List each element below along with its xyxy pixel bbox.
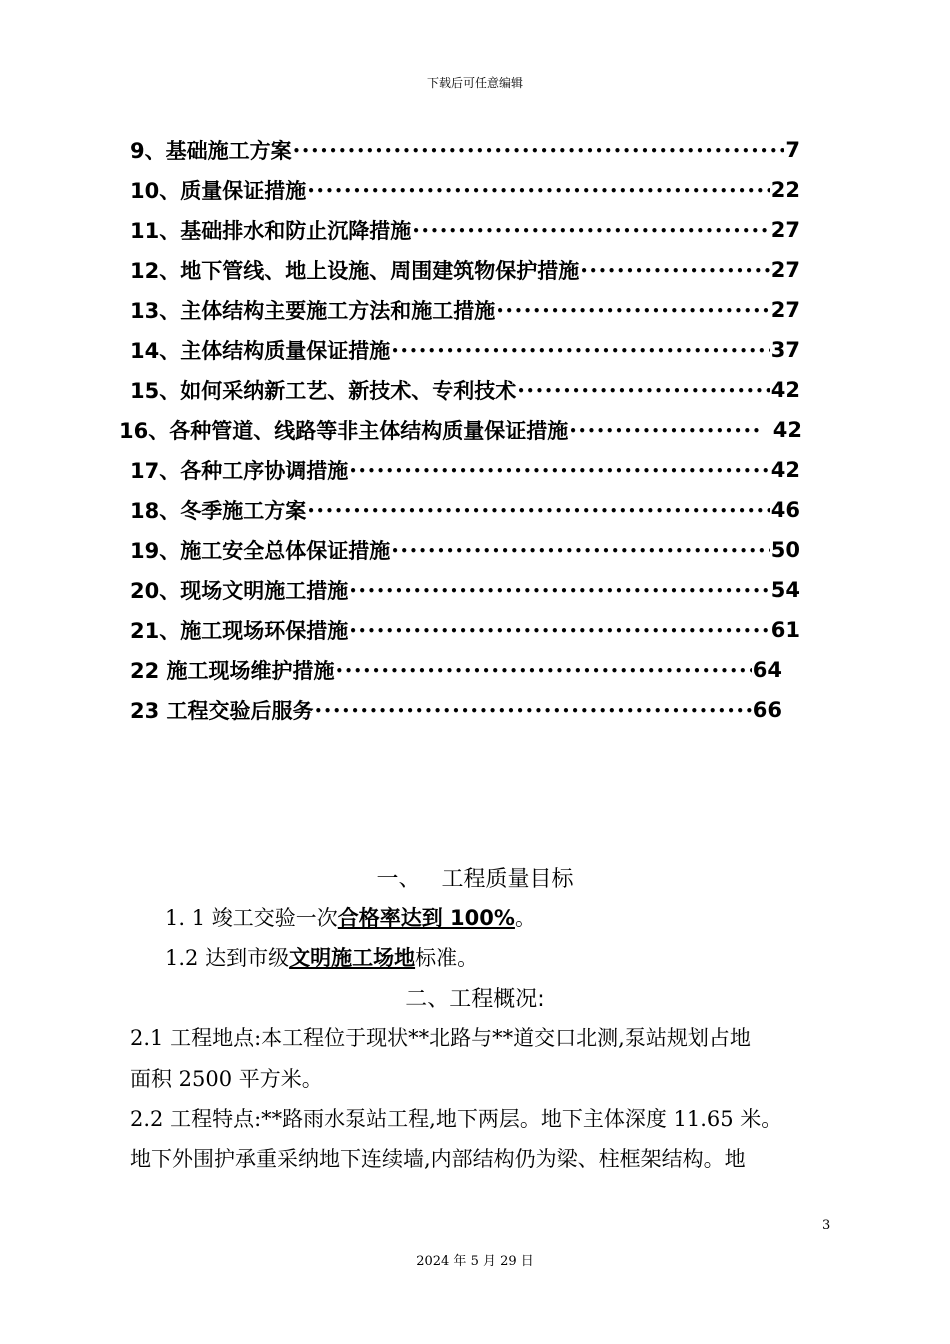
section-heading-overview: 二、工程概况: [405, 987, 545, 1012]
toc-leader [349, 458, 770, 482]
toc-leader [412, 218, 770, 242]
toc-leader [293, 138, 785, 162]
quality-goal-suffix: 。 [514, 906, 536, 930]
toc-leader [349, 578, 770, 602]
toc-leader [391, 338, 770, 362]
toc-entry-label: 19、施工安全总体保证措施 [130, 539, 391, 563]
toc-entry[interactable] [130, 535, 800, 565]
toc-entry-label: 20、现场文明施工措施 [130, 579, 349, 603]
toc-entry-label: 23 工程交验后服务 [130, 699, 314, 723]
toc-entry-page: 7 [785, 138, 800, 162]
toc-entry-page: 46 [770, 498, 800, 522]
toc-entry-page: 42 [770, 378, 800, 402]
toc-entry[interactable] [130, 215, 800, 245]
toc-entry-page: 27 [770, 218, 800, 242]
toc-leader [391, 538, 770, 562]
toc-entry[interactable] [130, 495, 800, 525]
quality-goal-item [165, 902, 536, 932]
toc-entry-label: 10、质量保证措施 [130, 179, 307, 203]
toc-entry-label: 9、基础施工方案 [130, 139, 292, 163]
toc-entry[interactable] [130, 615, 800, 645]
section-heading-quality-goal: 一、 工程质量目标 [376, 867, 574, 892]
toc-entry-page: 37 [770, 338, 800, 362]
toc-entry[interactable] [130, 455, 800, 485]
toc-entry-page: 54 [770, 578, 800, 602]
toc-entry-label: 11、基础排水和防止沉降措施 [130, 219, 412, 243]
toc-entry-label: 13、主体结构主要施工方法和施工措施 [130, 299, 496, 323]
toc-entry-page: 42 [772, 418, 802, 442]
quality-goal-text: 1.2 达到市级 [165, 946, 290, 970]
toc-leader [569, 418, 759, 442]
toc-entry-page: 64 [752, 658, 782, 682]
quality-goal-item [165, 942, 478, 972]
toc-entry-label: 15、如何采纳新工艺、新技术、专利技术 [130, 379, 517, 403]
toc-entry-page: 66 [752, 698, 782, 722]
toc-entry[interactable] [130, 335, 800, 365]
toc-entry[interactable] [130, 655, 782, 685]
toc-leader [349, 618, 770, 642]
toc-entry-label: 14、主体结构质量保证措施 [130, 339, 391, 363]
toc-entry-page: 61 [770, 618, 800, 642]
footer-date: 2024 年 5 月 29 日 [416, 1254, 534, 1269]
quality-goal-suffix: 标准。 [415, 946, 479, 970]
toc-leader [496, 298, 770, 322]
toc-entry[interactable] [130, 295, 800, 325]
toc-leader [307, 178, 770, 202]
toc-entry-label: 17、各种工序协调措施 [130, 459, 349, 483]
toc-leader [307, 498, 770, 522]
toc-entry[interactable] [130, 135, 800, 165]
toc-entry[interactable] [130, 375, 800, 405]
toc-entry-label: 21、施工现场环保措施 [130, 619, 349, 643]
overview-paragraph-line: 2.1 工程地点:本工程位于现状**北路与**道交口北测,泵站规划占地 [130, 1026, 751, 1050]
toc-entry-label: 12、地下管线、地上设施、周围建筑物保护措施 [130, 259, 580, 283]
toc-entry-page: 42 [770, 458, 800, 482]
quality-goal-emphasis: 合格率达到 100% [337, 906, 515, 930]
toc-entry[interactable] [130, 695, 782, 725]
quality-goal-emphasis: 文明施工场地 [289, 946, 416, 970]
toc-entry-page: 50 [770, 538, 800, 562]
header-note: 下载后可任意编辑 [426, 76, 523, 90]
toc-entry-page: 27 [770, 298, 800, 322]
toc-entry-label: 18、冬季施工方案 [130, 499, 307, 523]
quality-goal-text: 1. 1 竣工交验一次 [165, 906, 338, 930]
toc-entry-page: 22 [770, 178, 800, 202]
toc-leader [315, 698, 752, 722]
toc-entry[interactable] [130, 575, 800, 605]
page-number: 3 [822, 1218, 831, 1233]
toc-entry-page: 27 [770, 258, 800, 282]
toc-entry[interactable] [119, 415, 802, 445]
toc-leader [517, 378, 770, 402]
toc-leader [336, 658, 752, 682]
toc-leader [580, 258, 770, 282]
toc-entry[interactable] [130, 175, 800, 205]
overview-paragraph-line: 2.2 工程特点:**路雨水泵站工程,地下两层。地下主体深度 11.65 米。 [130, 1107, 783, 1131]
overview-paragraph-line: 面积 2500 平方米。 [130, 1067, 323, 1091]
overview-paragraph-line: 地下外围护承重采纳地下连续墙,内部结构仍为梁、柱框架结构。地 [130, 1147, 746, 1171]
toc-entry-label: 22 施工现场维护措施 [130, 659, 335, 683]
toc-entry-label: 16、各种管道、线路等非主体结构质量保证措施 [119, 419, 569, 443]
toc-entry[interactable] [130, 255, 800, 285]
